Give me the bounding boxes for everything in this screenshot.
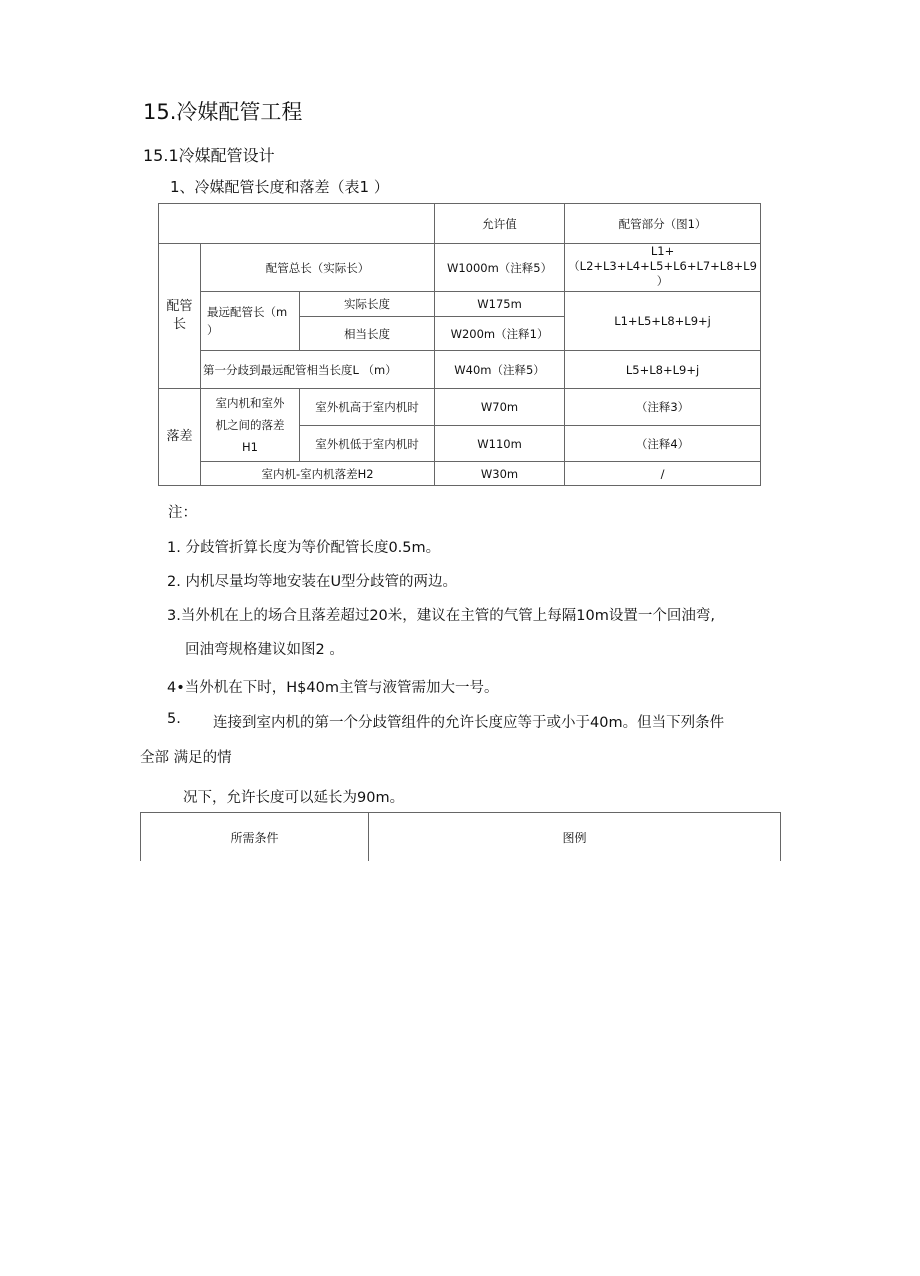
outdoor-higher-value: W70m	[435, 389, 565, 426]
note-5-number: 5.	[167, 711, 181, 727]
total-length-value: W1000m（注释5）	[435, 244, 565, 292]
note-1: 1. 分歧管折算长度为等价配管长度0.5m。	[167, 540, 441, 556]
farthest-length-label: 最远配管长（m ）	[201, 292, 300, 351]
equivalent-length-label: 相当长度	[300, 317, 435, 351]
note-5-cont2: 况下，允许长度可以延长为90m。	[183, 790, 405, 806]
total-length-part: L1+（L2+L3+L4+L5+L6+L7+L8+L9 ）	[565, 244, 761, 292]
total-length-label: 配管总长（实际长）	[201, 244, 435, 292]
note-3-cont: 回油弯规格建议如图2 。	[185, 642, 344, 658]
header-blank	[159, 204, 435, 244]
h1-label: 室内机和室外 机之间的落差 H1	[201, 389, 300, 462]
h2-label: 室内机-室内机落差H2	[201, 462, 435, 486]
section-title: 15.冷媒配管工程	[143, 100, 303, 124]
first-branch-part: L5+L8+L9+j	[565, 351, 761, 389]
notes-title: 注：	[168, 505, 197, 521]
subsection-title: 15.1冷媒配管设计	[143, 146, 275, 165]
note-5-cont: 全部 满足的情	[140, 750, 232, 766]
conditions-table	[140, 812, 781, 861]
note-5: 连接到室内机的第一个分歧管组件的允许长度应等于或小于40m。但当下列条件	[213, 715, 725, 731]
header-section: 配管部分（图1）	[565, 204, 761, 244]
refrigerant-pipe-table	[158, 203, 761, 486]
actual-length-value: W175m	[435, 292, 565, 317]
header-allowed: 允许值	[435, 204, 565, 244]
outdoor-lower-part: （注释4）	[565, 426, 761, 462]
outdoor-lower-value: W110m	[435, 426, 565, 462]
note-4: 4•当外机在下时，H$40m主管与液管需加大一号。	[167, 680, 499, 696]
group-pipe-length: 配管 长	[159, 244, 201, 389]
outdoor-higher-label: 室外机高于室内机时	[300, 389, 435, 426]
first-branch-value: W40m（注释5）	[435, 351, 565, 389]
outdoor-lower-label: 室外机低于室内机时	[300, 426, 435, 462]
group-height: 落差	[159, 389, 201, 486]
h2-part: /	[565, 462, 761, 486]
farthest-length-part: L1+L5+L8+L9+j	[565, 292, 761, 351]
legend-header: 图例	[369, 813, 781, 862]
conditions-header: 所需条件	[141, 813, 369, 862]
note-2: 2. 内机尽量均等地安装在U型分歧管的两边。	[167, 574, 458, 590]
outdoor-higher-part: （注释3）	[565, 389, 761, 426]
h2-value: W30m	[435, 462, 565, 486]
first-branch-label: 第一分歧到最远配管相当长度L （m）	[201, 351, 435, 389]
note-3: 3.当外机在上的场合且落差超过20米，建议在主管的气管上每隔10m设置一个回油弯,	[167, 608, 715, 624]
equivalent-length-value: W200m（注释1）	[435, 317, 565, 351]
table-caption: 1、冷媒配管长度和落差（表1 ）	[170, 178, 389, 196]
actual-length-label: 实际长度	[300, 292, 435, 317]
